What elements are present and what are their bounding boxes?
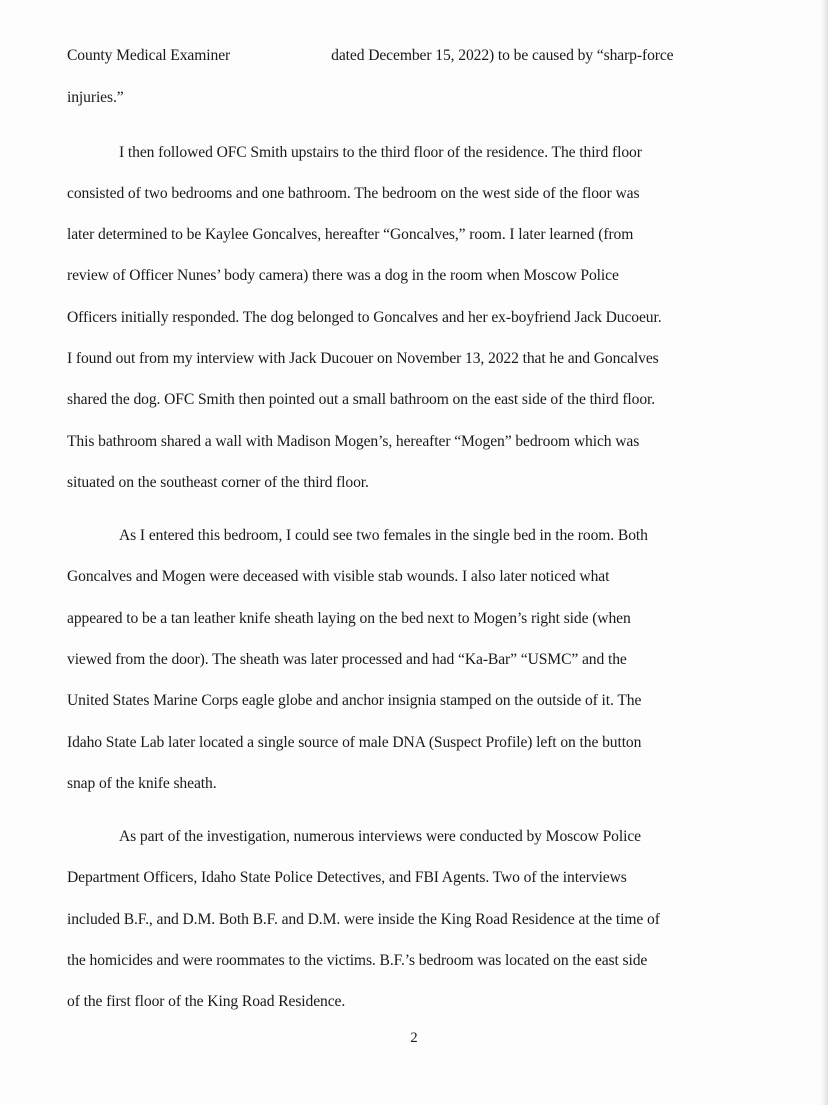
text-line: included B.F., and D.M. Both B.F. and D.M. were inside the King Road Residence at the time of	[67, 911, 660, 928]
line-fragment: dated December 15, 2022) to be caused by “sharp-force	[331, 47, 674, 64]
text-line: I then followed OFC Smith upstairs to the third floor of the residence. The third floor	[119, 144, 642, 161]
text-line: Officers initially responded. The dog belonged to Goncalves and her ex-boyfriend Jack Ducoeur.	[67, 309, 662, 326]
text-line: United States Marine Corps eagle globe and anchor insignia stamped on the outside of it. The	[67, 692, 642, 709]
text-line: situated on the southeast corner of the third floor.	[67, 474, 369, 491]
text-line: review of Officer Nunes’ body camera) there was a dog in the room when Moscow Police	[67, 267, 619, 284]
text-line: Goncalves and Mogen were deceased with visible stab wounds. I also later noticed what	[67, 568, 610, 585]
text-line: Department Officers, Idaho State Police Detectives, and FBI Agents. Two of the interviews	[67, 869, 627, 886]
text-line: As part of the investigation, numerous interviews were conducted by Moscow Police	[119, 828, 641, 845]
text-line: I found out from my interview with Jack Ducouer on November 13, 2022 that he and Goncalves	[67, 350, 659, 367]
text-line: snap of the knife sheath.	[67, 775, 217, 792]
text-line: shared the dog. OFC Smith then pointed out a small bathroom on the east side of the third floor.	[67, 391, 656, 408]
text-line: appeared to be a tan leather knife sheath laying on the bed next to Mogen’s right side (when	[67, 610, 631, 627]
text-line: of the first floor of the King Road Residence.	[67, 993, 346, 1010]
text-line: injuries.”	[67, 89, 124, 106]
text-line: As I entered this bedroom, I could see two females in the single bed in the room. Both	[119, 527, 648, 544]
line-fragment: County Medical Examiner	[67, 47, 231, 64]
text-line: later determined to be Kaylee Goncalves, hereafter “Goncalves,” room. I later learned (from	[67, 226, 634, 243]
text-line: This bathroom shared a wall with Madison Mogen’s, hereafter “Mogen” bedroom which was	[67, 433, 640, 450]
text-line: the homicides and were roommates to the victims. B.F.’s bedroom was located on the east side	[67, 952, 648, 969]
page-number: 2	[410, 1030, 418, 1046]
page-edge-shadow	[820, 0, 828, 1105]
text-line: viewed from the door). The sheath was later processed and had “Ka-Bar” “USMC” and the	[67, 651, 627, 668]
text-line	[67, 46, 674, 66]
text-line: consisted of two bedrooms and one bathroom. The bedroom on the west side of the floor was	[67, 185, 640, 202]
text-line: Idaho State Lab later located a single source of male DNA (Suspect Profile) left on the button	[67, 734, 642, 751]
